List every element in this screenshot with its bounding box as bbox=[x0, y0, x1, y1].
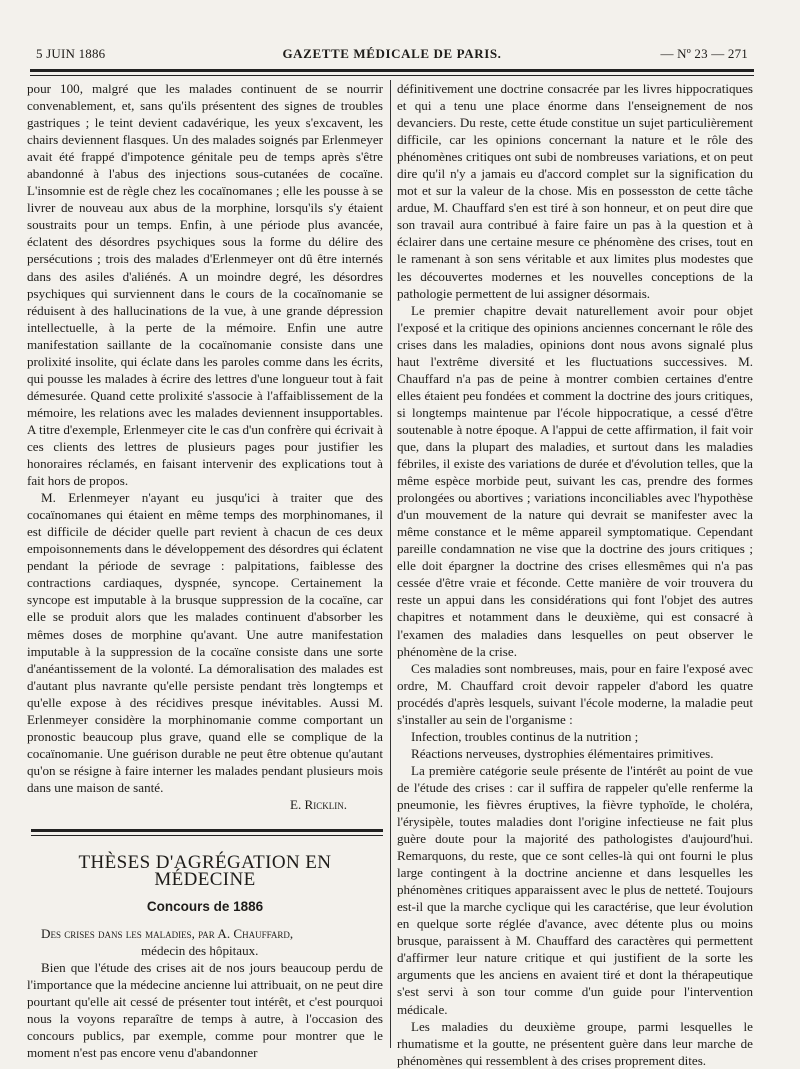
paragraph: pour 100, malgré que les malades continuent de se nourrir convenablement, et, sans qu'ils présentent des signes de troubles gastriques ; le teint devient cadavérique, les yeux s'excavent, les chairs deviennent flasques. Un des malades soignés par Erlenmeyer avait été frappé d'impotence génitale peu de temps après s'être abandonné à l'abus des injections sous-cutanées de cocaïne. L'insomnie est de règle chez les cocaïnomanes ; elle les pousse à se livrer de nouveau aux abus de la morphine, lorsqu'ils s'y étaient soustraits pour un temps. Enfin, à une période plus avancée, éclatent des désordres psychiques sous la forme du délire des persécutions ; trois des malades d'Erlenmeyer ont dû être internés dans des asiles d'aliénés. A un moindre degré, les désordres psychiques qui surviennent dans le cours de la cocaïnomanie se réduisent à des hallucinations de la vue, à une grande dépression intellectuelle, à la perte de la mémoire. Enfin une autre manifestation saillante de la cocaïnomanie consiste dans une prolixité insolite, qui éclate dans les paroles comme dans les écrits, qui pousse les malades à écrire des lettres d'une longueur tout à fait démesurée. Quand cette prolixité s'associe à l'affaiblissement de la mémoire, les relations avec les malades deviennent insupportables. A titre d'exemple, Erlenmeyer cite le cas d'un confrère qui écrivait à ces clients des lettres de plusieurs pages pour justifier les honoraires réclamés, en faisant intervenir des explications tout à fait hors de propos. bbox=[27, 81, 383, 489]
paragraph: Les maladies du deuxième groupe, parmi lesquelles le rhumatisme et la goutte, ne présentent guère dans leur marche de phénomènes qui ressemblent à des crises proprement dites. bbox=[397, 1018, 753, 1068]
article-title bbox=[27, 925, 383, 959]
left-column bbox=[27, 80, 383, 1062]
paragraph: La première catégorie seule présente de l'intérêt au point de vue de l'étude des crises : car il suffira de rappeler qu'elle renferme la pneumonie, les fièvres éruptives, la fièvre typhoïde, le choléra, l'érysipèle, toutes maladies dont l'origine infectieuse ne fait plus guère doute pour la majorité des pathologistes d'aujourd'hui. Remarquons, du reste, que ce sont celles-là qui ont fourni le plus large contingent à la doctrine ancienne et dans lesquelles les phénomènes critiques apparaissent avec le plus de netteté. Toujours est-il que la marche cyclique qui les caractérise, que leur évolution en quelque sorte réglée d'avance, avec détente plus ou moins brusque, paraissent à M. Chauffard des caractères qui permettent d'affirmer leur nature critique et qui justifient de la sorte les arguments que les anciens en avaient tiré et dont la thérapeutique s'est servi à son tour comme d'un guide pour l'intervention médicale. bbox=[397, 762, 753, 1017]
paragraph: définitivement une doctrine consacrée par les livres hippocratiques et qui a tenu une place énorme dans l'enseignement de nos devanciers. Du reste, cette étude constitue un sujet particulièrement difficile, car les opinions concernant la nature et le rôle des phénomènes critiques ont subi de nombreuses variations, et on peut dire qu'il n'y a jamais eu d'accord complet sur la signification du mot et sur la valeur de la chose. Mis en possesston de cette tâche ardue, M. Chauffard s'en est tiré à son honneur, et on peut dire que son travail aura contribué à faire faire un pas à la question et à éclairer dans une certaine mesure ce phénomène des crises, tout en le ramenant à son sens véritable et aux limites plus modestes que les découvertes modernes et les nouvelles conceptions de la pathologie permettent de lui assigner désormais. bbox=[397, 81, 753, 301]
section-title: THÈSES D'AGRÉGATION EN MÉDECINE bbox=[78, 852, 332, 891]
article-title-author: par A. Chauffard, bbox=[198, 926, 294, 942]
concours-heading: Concours de 1886 bbox=[146, 899, 264, 915]
paragraph: M. Erlenmeyer n'ayant eu jusqu'ici à traiter que des cocaïnomanes qui étaient en même temps des morphinomanes, il est difficile de décider quelle part revient à chacun de ces deux empoisonnements dans le développement des désordres qui éclatent pendant la période de sevrage : palpitations, faiblesse des contractions cardiaques, dyspnée, syncope. Certainement la syncope est imputable à la brusque suppression de la cocaïne, car elle se produit alors que les malades continuent d'absorber les mêmes doses de morphine qu'avant. Une autre manifestation imputable à la suppression de la cocaïne consiste dans une sorte d'anéantissement de la volonté. La démoralisation des malades est d'autant plus navrante qu'elle persiste pendant très longtemps et qu'elle expose à des récidives presque inévitables. Aussi M. Erlenmeyer considère la morphinomanie comme comportant un pronostic beaucoup plus grave, quand elle se complique de la cocaïnomanie. Une guérison durable ne peut être obtenue qu'autant qu'on se résigne à faire interner les malades pendant plusieurs mois dans une maison de santé. bbox=[27, 490, 383, 795]
right-column bbox=[397, 80, 753, 1069]
running-header bbox=[36, 46, 748, 66]
paragraph: Ces maladies sont nombreuses, mais, pour en faire l'exposé avec ordre, M. Chauffard croit devoir rappeler d'abord les quatre procédés d'après lesquels, suivant l'école moderne, la maladie peut s'installer au sein de l'organisme : bbox=[397, 660, 753, 727]
column-divider bbox=[390, 80, 391, 1048]
journal-title: GAZETTE MÉDICALE DE PARIS. bbox=[282, 46, 502, 61]
header-rule-thin bbox=[30, 75, 754, 76]
paragraph: Bien que l'étude des crises ait de nos jours beaucoup perdu de l'importance que la médecine ancienne lui attribuait, on ne peut dire pourtant qu'elle ait cessé de présenter tout intérêt, et c'est pourquoi nous la voyons reparaître de temps à autre, à l'occasion des concours publics, par exemple, comme pour montrer que le moment n'est pas encore venu d'abandonner bbox=[27, 960, 383, 1061]
page-number: — Nº 23 — 271 bbox=[660, 46, 748, 61]
article-title-lead: Des crises dans les maladies, bbox=[41, 926, 195, 942]
author-signature: E. Ricklin. bbox=[289, 796, 347, 812]
article-title-sub: médecin des hôpitaux. bbox=[141, 943, 259, 959]
list-item: Réactions nerveuses, dystrophies élémentaires primitives. bbox=[411, 745, 714, 761]
header-date: 5 JUIN 1886 bbox=[36, 46, 106, 61]
section-separator bbox=[27, 829, 383, 836]
paragraph: Le premier chapitre devait naturellement avoir pour objet l'exposé et la critique des opinions anciennes concernant le rôle des crises dans les maladies, opinions dont nous avons signalé plus haut l'extrême diversité et les fluctuations successives. M. Chauffard n'a pas de peine à montrer combien certaines d'entre elles étaient peu fondées et comment la doctrine des jours critiques, si longtemps maintenue par l'école hippocratique, a cessé d'être soutenable à notre époque. A l'appui de cette affirmation, il fait voir que, dans la plupart des maladies, et surtout dans les maladies fébriles, il existe des variations de durée et d'évolution telles, que la même espèce morbide peut, suivant les cas, prendre des formes prolongées ou abortives ; variations inconciliables avec l'hypothèse d'un mouvement de la nature qui devrait se manifester avec la même constance et le même appareil symptomatique. Cependant pareille condamnation ne vise que la doctrine des jours critiques ; elle doit épargner la doctrine des crises ellesmêmes qui n'a pas cessée d'être vraie et féconde. Cette manière de voir trouvera du reste un appui dans les considérations qui font l'objet des autres chapitres et notamment dans le deuxième, qui est consacré à l'examen des maladies dans lesquelles on peut observer le phénomène de la crise. bbox=[397, 302, 753, 659]
header-rule-thick bbox=[30, 69, 754, 72]
list-item: Infection, troubles continus de la nutrition ; bbox=[411, 728, 639, 744]
